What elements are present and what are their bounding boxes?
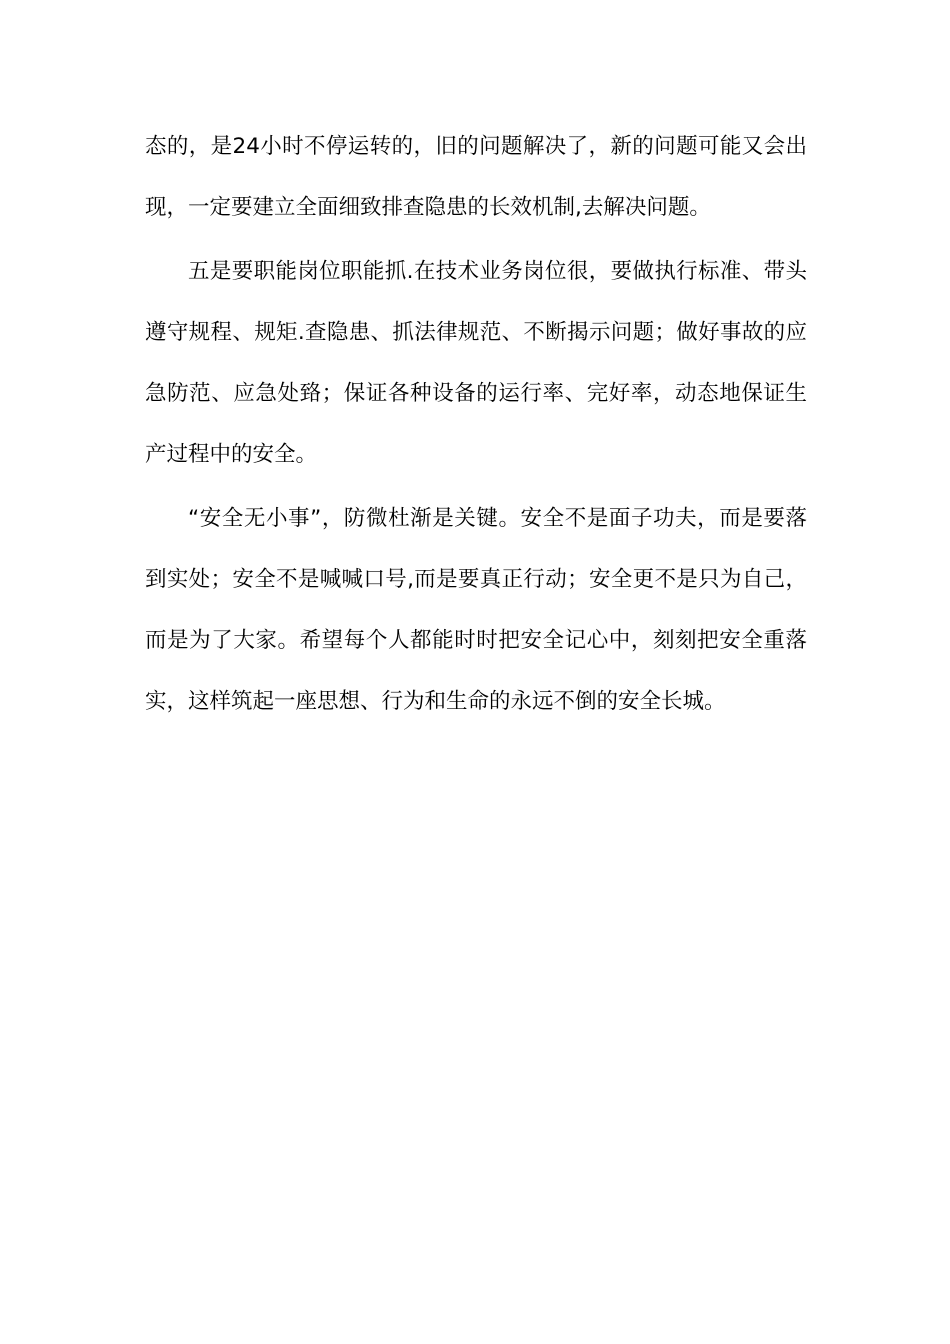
paragraph-continuation: 态的，是24小时不停运转的，旧的问题解决了，新的问题可能又会出现，一定要建立全面细致排查隐患的长效机制,去解决问题。 [145, 134, 807, 220]
paragraph-duty-responsibility: 五是要职能岗位职能抓.在技术业务岗位很，要做执行标准、带头遵守规程、规矩.查隐患、抓法律规范、不断揭示问题；做好事故的应急防范、应急处臵；保证各种设备的运行率、完好率，动态地保证生产过程中的安全。 [145, 259, 807, 467]
document-body [145, 116, 807, 732]
paragraph-safety-conclusion: “安全无小事”，防微杜渐是关键。安全不是面子功夫，而是要落到实处；安全不是喊喊口号,而是要真正行动；安全更不是只为自己，而是为了大家。希望每个人都能时时把安全记心中，刻刻把安全重落实，这样筑起一座思想、行为和生命的永远不倒的安全长城。 [145, 506, 807, 714]
